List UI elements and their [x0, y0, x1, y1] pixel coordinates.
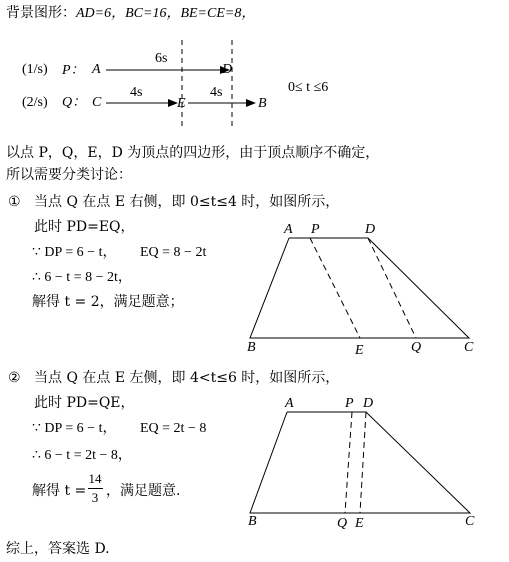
case2-frac-bar: [88, 488, 103, 489]
p-name: P：: [62, 63, 85, 78]
p-to: D: [222, 62, 233, 77]
intro-line-2: 所以需要分类讨论：: [6, 167, 132, 183]
q-time-2: 4s: [210, 85, 223, 100]
case2-dash-pq: [345, 412, 352, 513]
case2-head: 当点 Q 在点 E 左侧，即 4<t≤6 时，如图所示，: [34, 370, 340, 386]
case2-label-b: B: [248, 514, 257, 529]
case1-line-1: 此时 PD=EQ，: [34, 219, 135, 235]
eq-be-ce: BE=CE=8，: [180, 6, 256, 21]
q-name: Q：: [62, 95, 87, 110]
case2-label-d: D: [363, 396, 374, 411]
case1-line-3: ∴ 6 − t = 8 − 2t，: [32, 270, 132, 285]
t-range: 0≤ t ≤6: [288, 80, 329, 95]
case2-line-2a: ∵ DP = 6 − t，: [32, 421, 117, 436]
eq-ad: AD=6，: [76, 6, 126, 21]
case1-label-d: D: [365, 222, 376, 237]
case1-label-e: E: [355, 343, 364, 358]
eq-bc: BC=16，: [125, 6, 181, 21]
case1-trapezoid: [250, 238, 469, 338]
case1-label-a: A: [284, 222, 293, 237]
q-speed: (2/s): [22, 95, 48, 110]
q-to: B: [258, 96, 267, 111]
case1-dash-pe: [310, 238, 360, 338]
case1-head: 当点 Q 在点 E 右侧，即 0≤t≤4 时，如图所示，: [34, 194, 340, 210]
case2-figure: [250, 412, 470, 513]
case1-dash-dq: [368, 238, 416, 338]
case2-frac-den: 3: [91, 490, 99, 505]
case2-label-q: Q: [337, 516, 348, 531]
case1-marker: ①: [8, 194, 21, 210]
case2-label-e: E: [355, 516, 364, 531]
case2-dash-de: [360, 412, 366, 513]
case2-label-a: A: [285, 396, 294, 411]
p-time: 6s: [155, 51, 168, 66]
case1-figure: [250, 238, 469, 338]
case1-label-c: C: [464, 340, 474, 355]
case1-label-q: Q: [411, 340, 422, 355]
case1-line-2a: ∵ DP = 6 − t，: [32, 245, 117, 260]
case2-line-3: ∴ 6 − t = 2t − 8，: [32, 448, 132, 463]
p-from: A: [92, 62, 101, 77]
case2-label-c: C: [465, 514, 475, 529]
case2-marker: ②: [8, 370, 21, 386]
case2-line-2b: EQ = 2t − 8: [140, 421, 207, 436]
case2-label-p: P: [345, 396, 354, 411]
background-prefix: 背景图形：: [6, 5, 76, 21]
case2-frac-num: 14: [88, 471, 102, 486]
case1-label-p: P: [311, 222, 320, 237]
conclusion: 综上，答案选 D.: [6, 541, 110, 557]
case2-line-4-post: ，满足题意.: [106, 483, 181, 499]
case2-line-1: 此时 PD=QE，: [34, 395, 135, 411]
case1-label-b: B: [247, 340, 256, 355]
case1-line-4: 解得 t = 2，满足题意；: [32, 294, 184, 310]
q-time-1: 4s: [130, 85, 143, 100]
p-speed: (1/s): [22, 62, 48, 77]
q-mid: E: [177, 96, 186, 111]
intro-line-1: 以点 P，Q，E，D 为顶点的四边形，由于顶点顺序不确定，: [6, 145, 380, 161]
case2-line-4-pre: 解得 t =: [32, 483, 87, 499]
case1-line-2b: EQ = 8 − 2t: [140, 245, 207, 260]
q-from: C: [92, 95, 102, 110]
case2-trapezoid: [250, 412, 470, 513]
